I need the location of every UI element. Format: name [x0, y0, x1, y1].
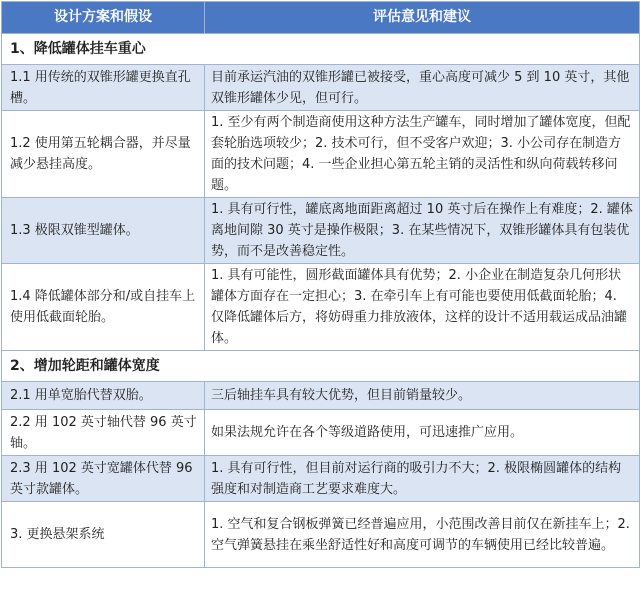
assessment-cell: 1. 空气和复合钢板弹簧已经普遍应用，小范围改善目前仅在新挂车上；2. 空气弹簧悬挂在乘坐舒适性好和高度可调节的车辆使用已经比较普遍。: [205, 502, 640, 568]
option-cell: 2.2 用 102 英寸轴代替 96 英寸轴。: [2, 410, 205, 456]
table-row: [2, 456, 640, 502]
header-row: [2, 2, 640, 34]
section-title: 1、降低罐体挂车重心: [2, 34, 640, 65]
table-row: [2, 502, 640, 568]
section-row: [2, 34, 640, 65]
table-row: [2, 264, 640, 351]
table-row: [2, 198, 640, 264]
option-cell: 1.1 用传统的双锥形罐更换直孔槽。: [2, 65, 205, 111]
assessment-cell: 目前承运汽油的双锥形罐已被接受，重心高度可减少 5 到 10 英寸，其他双锥形罐体少见，但可行。: [205, 65, 640, 111]
header-assessment: 评估意见和建议: [205, 2, 640, 34]
option-cell: 1.3 极限双锥型罐体。: [2, 198, 205, 264]
table-row: [2, 111, 640, 198]
option-cell: 1.4 降低罐体部分和/或自挂车上使用低截面轮胎。: [2, 264, 205, 351]
table-row: [2, 65, 640, 111]
header-design-options: 设计方案和假设: [2, 2, 205, 34]
assessment-cell: 1. 至少有两个制造商使用这种方法生产罐车，同时增加了罐体宽度，但配套轮胎选项较少；2. 技术可行，但不受客户欢迎；3. 小公司存在制造方面的技术问题；4. 一些企业担心第五轮主销的灵活性和纵向荷载转移问题。: [205, 111, 640, 198]
assessment-cell: 三后轴挂车具有较大优势，但目前销量较少。: [205, 382, 640, 410]
table-row: [2, 410, 640, 456]
option-cell: 2.1 用单宽胎代替双胎。: [2, 382, 205, 410]
section-row: [2, 351, 640, 382]
assessment-cell: 1. 具有可行性，罐底离地面距离超过 10 英寸后在操作上有难度；2. 罐体离地间隙 30 英寸是操作极限；3. 在某些情况下，双锥形罐体具有包装优势，而不是改善稳定性。: [205, 198, 640, 264]
option-cell: 2.3 用 102 英寸宽罐体代替 96 英寸款罐体。: [2, 456, 205, 502]
assessment-cell: 1. 具有可能性，圆形截面罐体具有优势；2. 小企业在制造复杂几何形状罐体方面存在一定担心；3. 在牵引车上有可能也要使用低截面轮胎；4. 仅降低罐体后方，将妨碍重力排放液体，这样的设计不适用载运成品油罐体。: [205, 264, 640, 351]
assessment-cell: 如果法规允许在各个等级道路使用，可迅速推广应用。: [205, 410, 640, 456]
assessment-table: [1, 1, 640, 568]
option-cell: 3. 更换悬架系统: [2, 502, 205, 568]
section-title: 2、增加轮距和罐体宽度: [2, 351, 640, 382]
option-cell: 1.2 使用第五轮耦合器，并尽量减少悬挂高度。: [2, 111, 205, 198]
assessment-cell: 1. 具有可行性，但目前对运行商的吸引力不大；2. 极限椭圆罐体的结构强度和对制造商工艺要求难度大。: [205, 456, 640, 502]
table-row: [2, 382, 640, 410]
